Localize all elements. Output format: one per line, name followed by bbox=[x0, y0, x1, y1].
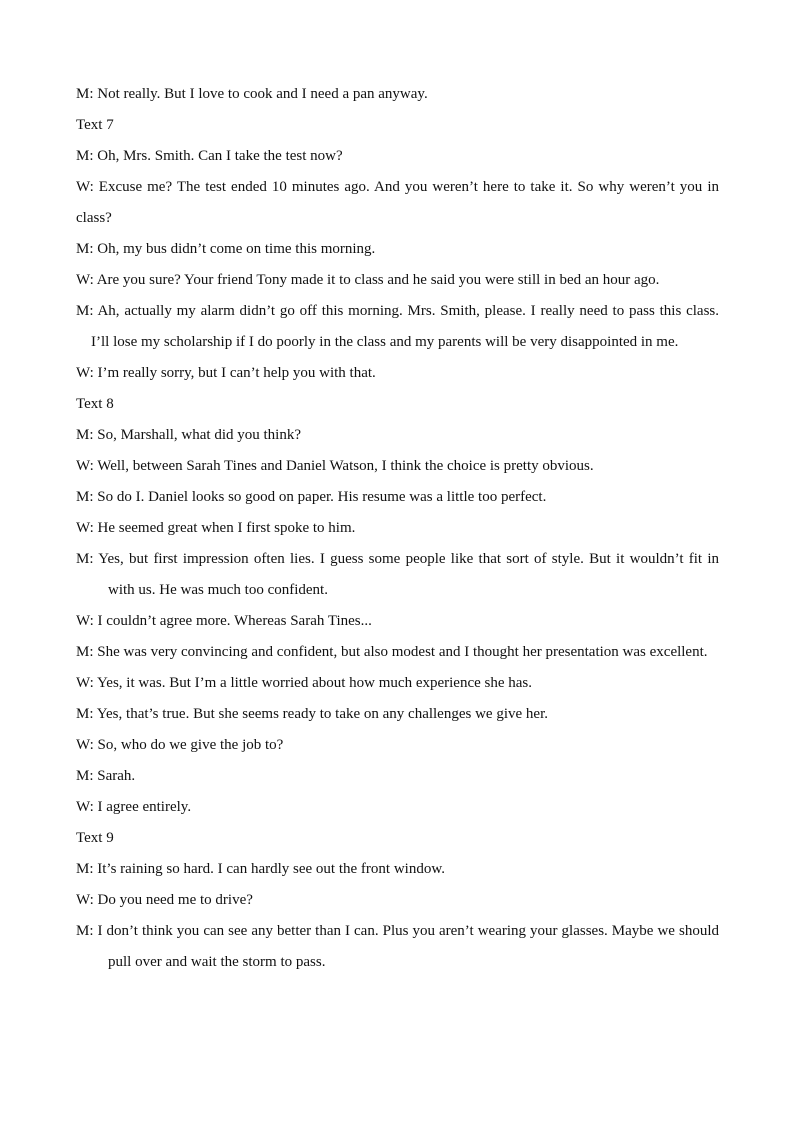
dialogue-line: M: Oh, Mrs. Smith. Can I take the test now? bbox=[76, 148, 343, 164]
section-heading-text-7: Text 7 bbox=[76, 117, 114, 133]
listening-transcript bbox=[76, 79, 719, 978]
dialogue-line: M: Yes, that’s true. But she seems ready to take on any challenges we give her. bbox=[76, 706, 548, 722]
dialogue-line: W: Yes, it was. But I’m a little worried about how much experience she has. bbox=[76, 675, 533, 691]
dialogue-line: W: Are you sure? Your friend Tony made it to class and he said you were still in bed an hour ago. bbox=[76, 272, 660, 288]
dialogue-line: M: I don’t think you can see any better than I can. Plus you aren’t wearing your glasses. Maybe we should pull over and wait the storm to pass. bbox=[76, 923, 719, 970]
dialogue-line: M: So, Marshall, what did you think? bbox=[76, 427, 301, 443]
section-heading-text-8: Text 8 bbox=[76, 396, 114, 412]
dialogue-line: W: Do you need me to drive? bbox=[76, 892, 253, 908]
dialogue-line: M: It’s raining so hard. I can hardly see out the front window. bbox=[76, 861, 445, 877]
dialogue-line: M: Not really. But I love to cook and I need a pan anyway. bbox=[76, 86, 428, 102]
dialogue-line: M: Yes, but first impression often lies. I guess some people like that sort of style. But it wouldn’t fit in with us. He was much too confident. bbox=[76, 551, 719, 598]
dialogue-line: M: She was very convincing and confident, but also modest and I thought her presentation was excellent. bbox=[76, 644, 708, 660]
dialogue-line: W: I agree entirely. bbox=[76, 799, 192, 815]
dialogue-line: M: Oh, my bus didn’t come on time this morning. bbox=[76, 241, 376, 257]
section-heading-text-9: Text 9 bbox=[76, 830, 114, 846]
dialogue-line: W: Well, between Sarah Tines and Daniel Watson, I think the choice is pretty obvious. bbox=[76, 458, 594, 474]
dialogue-line: W: So, who do we give the job to? bbox=[76, 737, 284, 753]
dialogue-line: W: I couldn’t agree more. Whereas Sarah Tines... bbox=[76, 613, 372, 629]
dialogue-line: M: Sarah. bbox=[76, 768, 136, 784]
dialogue-line: W: I’m really sorry, but I can’t help you with that. bbox=[76, 365, 376, 381]
dialogue-line: M: Ah, actually my alarm didn’t go off this morning. Mrs. Smith, please. I really need to pass this class. I’ll lose my scholarship if I do poorly in the class and my parents will be very disappointed in me. bbox=[76, 303, 719, 350]
dialogue-line: M: So do I. Daniel looks so good on paper. His resume was a little too perfect. bbox=[76, 489, 547, 505]
dialogue-line: W: Excuse me? The test ended 10 minutes ago. And you weren’t here to take it. So why weren’t you in class? bbox=[76, 179, 719, 226]
dialogue-line: W: He seemed great when I first spoke to him. bbox=[76, 520, 356, 536]
